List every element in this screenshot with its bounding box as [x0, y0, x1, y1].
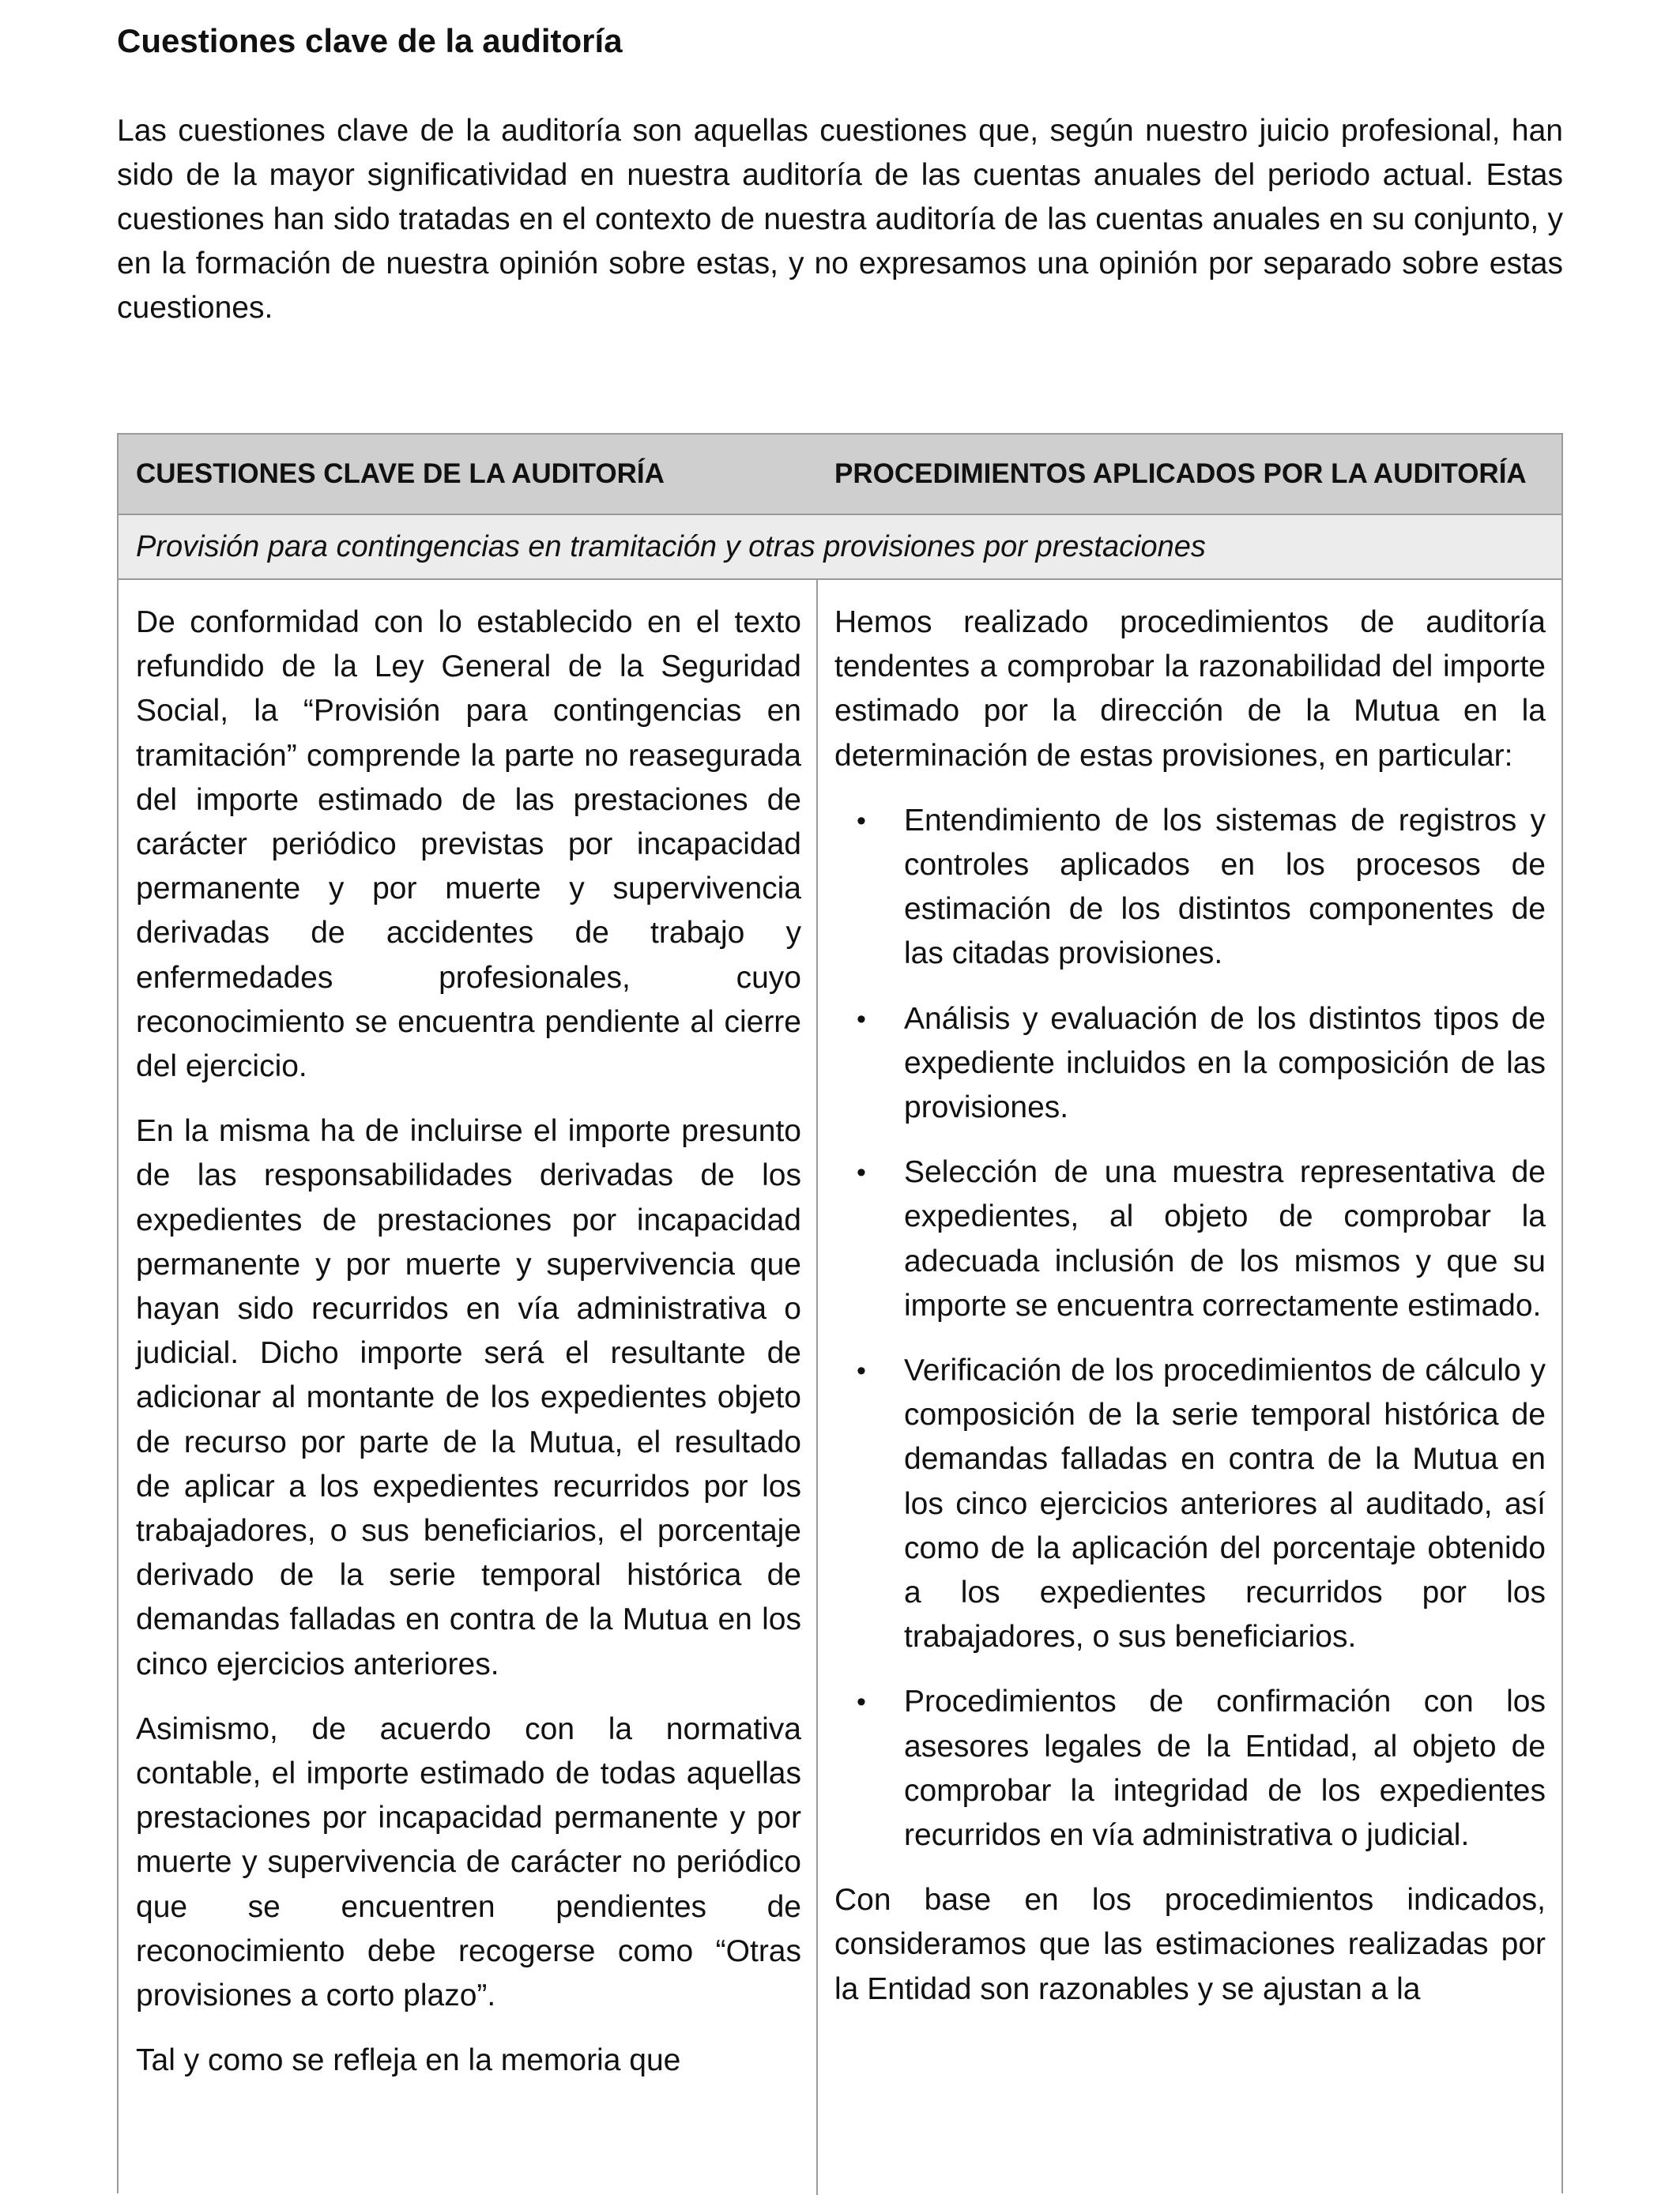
- bullet-icon: •: [857, 1003, 866, 1034]
- section-title: Provisión para contingencias en tramitación y otras provisiones por prestaciones: [136, 530, 1206, 563]
- list-item-text: Entendimiento de los sistemas de registros y controles aplicados en los procesos de estimación de los distintos componentes de las citadas provisiones.: [904, 803, 1546, 971]
- list-item: [834, 799, 1546, 977]
- column-divider: [816, 580, 818, 2195]
- intro-paragraph: Las cuestiones clave de la auditoría son aquellas cuestiones que, según nuestro juicio profesional, han sido de la mayor significatividad en nuestra auditoría de las cuentas anuales del periodo actual. Estas cuestiones han sido tratadas en el contexto de nuestra auditoría de las cuentas anuales en su conjunto, y en la formación de nuestra opinión sobre estas, y no expresamos una opinión por separado sobre estas cuestiones.: [117, 114, 1563, 325]
- procedures-list: [834, 799, 1546, 1858]
- list-item: [834, 1349, 1546, 1659]
- key-matters-column: [136, 601, 801, 2104]
- list-item: [834, 1150, 1546, 1328]
- list-item-text: Procedimientos de confirmación con los asesores legales de la Entidad, al objeto de comprobar la integridad de los expedientes recurridos en vía administrativa o judicial.: [904, 1685, 1546, 1853]
- list-item: [834, 997, 1546, 1131]
- list-item: [834, 1680, 1546, 1858]
- bullet-icon: •: [857, 1356, 866, 1387]
- bullet-icon: •: [857, 1158, 866, 1188]
- header-procedures: PROCEDIMIENTOS APLICADOS POR LA AUDITORÍA: [834, 458, 1527, 489]
- key-matter-paragraph: En la misma ha de incluirse el importe presunto de las responsabilidades derivadas de los expedientes de prestaciones por incapacidad permanente y por muerte y supervivencia que hayan sido recurridos en vía administrativa o judicial. Dicho importe será el resultante de adicionar al montante de los expedientes objeto de recurso por parte de la Mutua, el resultado de aplicar a los expedientes recurridos por los trabajadores, o sus beneficiarios, el porcentaje derivado de la serie temporal histórica de demandas falladas en contra de la Mutua en los cinco ejercicios anteriores.: [136, 1114, 801, 1681]
- section-title-row: [119, 515, 1561, 580]
- list-item-text: Análisis y evaluación de los distintos tipos de expediente incluidos en la composición de las provisiones.: [904, 1001, 1546, 1125]
- key-matter-paragraph: Tal y como se refleja en la memoria que: [136, 2043, 681, 2078]
- header-key-matters: CUESTIONES CLAVE DE LA AUDITORÍA: [136, 458, 665, 489]
- procedures-intro: Hemos realizado procedimientos de auditoría tendentes a comprobar la razonabilidad del importe estimado por la dirección de la Mutua en la determinación de estas provisiones, en particular:: [834, 605, 1546, 773]
- list-item-text: Verificación de los procedimientos de cálculo y composición de la serie temporal histórica de demandas falladas en contra de la Mutua en los cinco ejercicios anteriores al auditado, así como de la aplicación del porcentaje obtenido a los expedientes recurridos por los trabajadores, o sus beneficiarios.: [904, 1354, 1546, 1655]
- bullet-icon: •: [857, 805, 866, 836]
- bullet-icon: •: [857, 1687, 866, 1718]
- key-audit-matters-table: [117, 433, 1563, 2193]
- page-title: Cuestiones clave de la auditoría: [117, 22, 623, 59]
- list-item-text: Selección de una muestra representativa de expedientes, al objeto de comprobar la adecuada inclusión de los mismos y que su importe se encuentra correctamente estimado.: [904, 1155, 1546, 1323]
- key-matter-paragraph: De conformidad con lo establecido en el texto refundido de la Ley General de la Seguridad Social, la “Provisión para contingencias en tramitación” comprende la parte no reasegurada del importe estimado de las prestaciones de carácter periódico previstas por incapacidad permanente y por muerte y supervivencia derivadas de accidentes de trabajo y enfermedades profesionales, cuyo reconocimiento se encuentra pendiente al cierre del ejercicio.: [136, 605, 801, 1084]
- procedures-conclusion: Con base en los procedimientos indicados, consideramos que las estimaciones realizadas por la Entidad son razonables y se ajustan a la: [834, 1883, 1546, 2006]
- procedures-column: [834, 601, 1546, 2032]
- table-header-row: [119, 435, 1561, 515]
- key-matter-paragraph: Asimismo, de acuerdo con la normativa contable, el importe estimado de todas aquellas prestaciones por incapacidad permanente y por muerte y supervivencia de carácter no periódico que se encuentren pendientes de reconocimiento debe recogerse como “Otras provisiones a corto plazo”.: [136, 1711, 801, 2013]
